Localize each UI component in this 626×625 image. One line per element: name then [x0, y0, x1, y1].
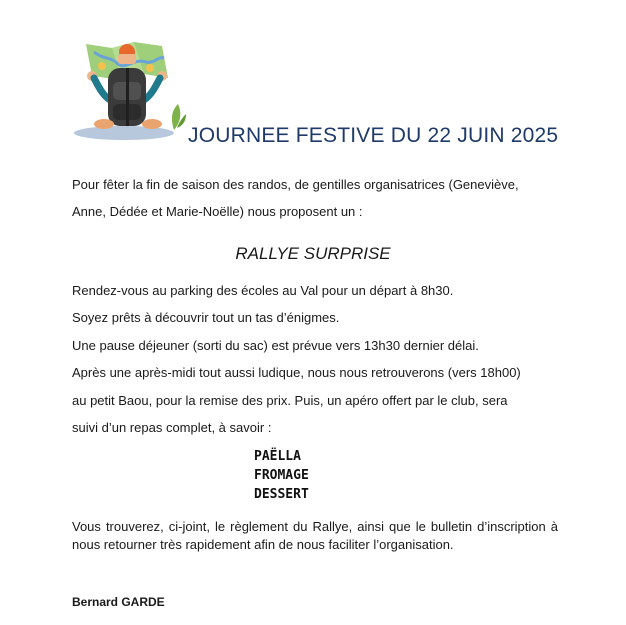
- closing-paragraph: Vous trouverez, ci-joint, le règlement du Rallye, ainsi que le bulletin d’inscription à nous retourner très rapidement afin de nous faciliter l’organisation.: [72, 519, 558, 552]
- signature: Bernard GARDE: [72, 595, 165, 609]
- body-line: suivi d’un repas complet, à savoir :: [72, 420, 272, 435]
- page-title: JOURNEE FESTIVE DU 22 JUIN 2025: [188, 124, 559, 147]
- body-line: Rendez-vous au parking des écoles au Val pour un départ à 8h30.: [72, 283, 454, 298]
- menu-item: DESSERT: [254, 487, 309, 502]
- menu-item: FROMAGE: [254, 468, 309, 483]
- body-line: Soyez prêts à découvrir tout un tas d’énigmes.: [72, 310, 340, 325]
- intro-line-2: Anne, Dédée et Marie-Noëlle) nous proposent un :: [72, 204, 363, 219]
- hiker-with-map-icon: [74, 38, 186, 142]
- intro-line-1: Pour fêter la fin de saison des randos, de gentilles organisatrices (Geneviève,: [72, 177, 519, 192]
- body-line: au petit Baou, pour la remise des prix. Puis, un apéro offert par le club, sera: [72, 393, 508, 408]
- body-line: Après une après-midi tout aussi ludique, nous nous retrouverons (vers 18h00): [72, 365, 521, 380]
- menu-item: PAËLLA: [254, 449, 301, 464]
- body-line: Une pause déjeuner (sorti du sac) est prévue vers 13h30 dernier délai.: [72, 338, 479, 353]
- event-subtitle: RALLYE SURPRISE: [235, 244, 391, 263]
